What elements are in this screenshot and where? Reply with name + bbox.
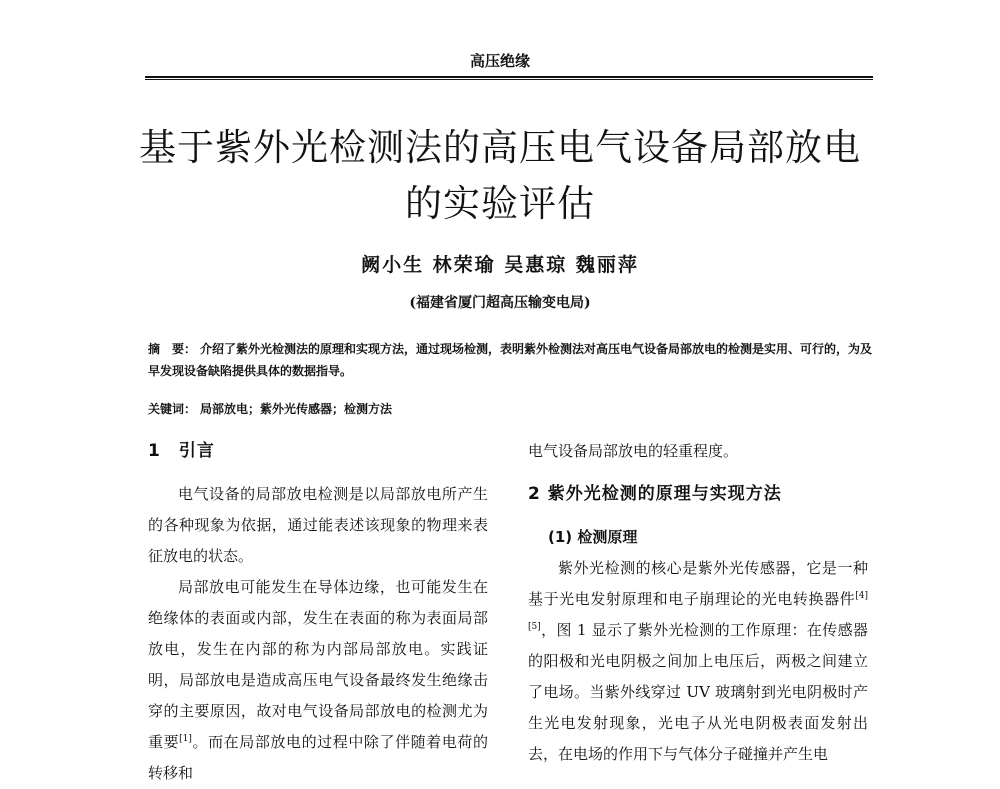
paragraph-text: 局部放电可能发生在导体边缘，也可能发生在绝缘体的表面或内部，发生在表面的称为表面局部放电，发生在内部的称为内部局部放电。实践证明，局部放电是造成高压电气设备最终发生绝缘击穿的主要原因，故对电气设备局部放电的检测尤为重要 (148, 578, 488, 751)
abstract-label: 摘 要： (148, 342, 197, 356)
header-rule (145, 76, 873, 80)
abstract-text: 介绍了紫外光检测法的原理和实现方法，通过现场检测，表明紫外检测法对高压电气设备局部放电的检测是实用、可行的，为及早发现设备缺陷提供具体的数据指导。 (148, 342, 873, 378)
paragraph: 电气设备的局部放电检测是以局部放电所产生的各种现象为依据，通过能表述该现象的物理来表征放电的状态。 (148, 485, 488, 565)
section-2-heading: 2 紫外光检测的原理与实现方法 (528, 484, 782, 504)
running-head: 高压绝缘 (469, 52, 530, 70)
continued-text: 电气设备局部放电的轻重程度。 (528, 442, 739, 460)
paper-title (120, 120, 880, 232)
citation-ref: [1] (179, 734, 192, 744)
citation-ref: [4][5] (528, 591, 868, 632)
paragraph (528, 553, 868, 770)
left-column (148, 436, 488, 789)
paragraph-text: 紫外光检测的核心是紫外光传感器，它是一种基于光电发射原理和电子崩理论的光电转换器件 (528, 559, 868, 608)
right-column (528, 436, 868, 770)
title-line-1: 基于紫外光检测法的高压电气设备局部放电 (139, 126, 861, 169)
keywords-label: 关键词： (148, 402, 197, 416)
authors: 阙小生 林荣瑜 吴惠琼 魏丽萍 (361, 254, 639, 276)
keywords (148, 398, 878, 420)
affiliation: (福建省厦门超高压输变电局) (409, 295, 591, 311)
paragraph-text: ，图 1 显示了紫外光检测的工作原理：在传感器的阳极和光电阴极之间加上电压后，两极之间建立了电场。当紫外线穿过 UV 玻璃射到光电阴极时产生光电发射现象，光电子从光电阴极表面发射出去，在电场的作用下与气体分子碰撞并产生电 (528, 621, 868, 763)
title-line-2: 的实验评估 (405, 182, 595, 225)
abstract (148, 338, 878, 382)
keywords-text: 局部放电；紫外光传感器；检测方法 (200, 402, 393, 416)
paragraph-text: 。而在局部放电的过程中除了伴随着电荷的转移和 (148, 733, 488, 782)
paragraph (148, 572, 488, 789)
subsection-heading: (1) 检测原理 (548, 528, 638, 546)
section-1-heading: 1 引言 (148, 441, 215, 461)
